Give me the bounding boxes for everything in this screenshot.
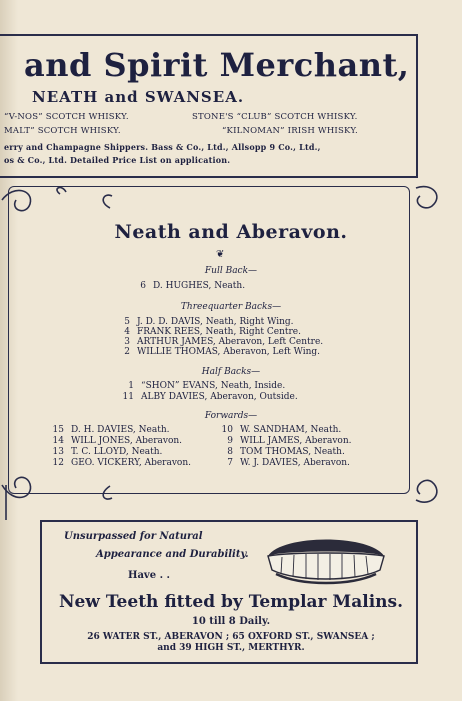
ad-have: Have . . <box>128 570 171 581</box>
player-row: 12 GEO. VICKERY, Aberavon. <box>52 458 191 468</box>
ad-line-3: erry and Champagne Shippers. Bass & Co., Ltd., Allsopp 9 Co., Ltd., <box>4 142 321 152</box>
player-row: 13 T. C. LLOYD, Neath. <box>52 447 163 457</box>
ad-address-2: and 39 HIGH ST., MERTHYR. <box>157 643 305 653</box>
ad-line-1-left: “V-NOS” SCOTCH WHISKY. <box>4 112 129 122</box>
section-full-back: Full Back— <box>204 266 258 276</box>
ad-subtitle: NEATH and SWANSEA. <box>32 88 245 106</box>
player-row: 1 “SHON” EVANS, Neath, Inside. <box>128 381 286 391</box>
player-row: 5 J. D. D. DAVIS, Neath, Right Wing. <box>124 317 294 327</box>
match-title: Neath and Aberavon. <box>114 221 348 243</box>
ad-hours: 10 till 8 Daily. <box>191 616 271 627</box>
section-forwards: Forwards— <box>204 411 258 421</box>
ad-slogan-2: Appearance and Durability. <box>96 549 249 560</box>
ad-title: and Spirit Merchant, <box>24 46 410 84</box>
ad-line-2-right: “KILNOMAN” IRISH WHISKY. <box>222 126 358 136</box>
ad-line-2-left: MALT” SCOTCH WHISKY. <box>4 126 121 136</box>
player-row: 2 WILLIE THOMAS, Aberavon, Left Wing. <box>124 347 321 357</box>
player-row: 3 ARTHUR JAMES, Aberavon, Left Centre. <box>124 337 324 347</box>
ad-headline: New Teeth fitted by Templar Malins. <box>58 592 404 612</box>
player-row: 4 FRANK REES, Neath, Right Centre. <box>124 327 301 337</box>
ad-address-1: 26 WATER ST., ABERAVON ; 65 OXFORD ST., SWANSEA ; <box>87 632 375 642</box>
ad-slogan-1: Unsurpassed for Natural <box>64 531 203 542</box>
spirit-merchant-ad <box>0 34 418 178</box>
ad-line-4: os & Co., Ltd. Detailed Price List on application. <box>4 155 231 165</box>
ad-line-1-right: STONE'S “CLUB” SCOTCH WHISKY. <box>192 112 358 122</box>
player-row: 10 W. SANDHAM, Neath. <box>221 425 342 435</box>
player-row: 8 TOM THOMAS, Neath. <box>227 447 345 457</box>
section-half-backs: Half Backs— <box>201 367 261 377</box>
section-threequarter: Threequarter Backs— <box>180 302 282 312</box>
player-row: 11 ALBY DAVIES, Aberavon, Outside. <box>122 392 298 402</box>
dentures-icon <box>262 530 390 588</box>
player-row: 14 WILL JONES, Aberavon. <box>52 436 183 446</box>
player-row: 9 WILL JAMES, Aberavon. <box>227 436 352 446</box>
player-row: 15 D. H. DAVIES, Neath. <box>52 425 170 435</box>
fleuron-ornament: ❦ <box>216 249 225 260</box>
player-row: 7 W. J. DAVIES, Aberavon. <box>227 458 350 468</box>
player-row: 6 D. HUGHES, Neath. <box>140 281 246 291</box>
